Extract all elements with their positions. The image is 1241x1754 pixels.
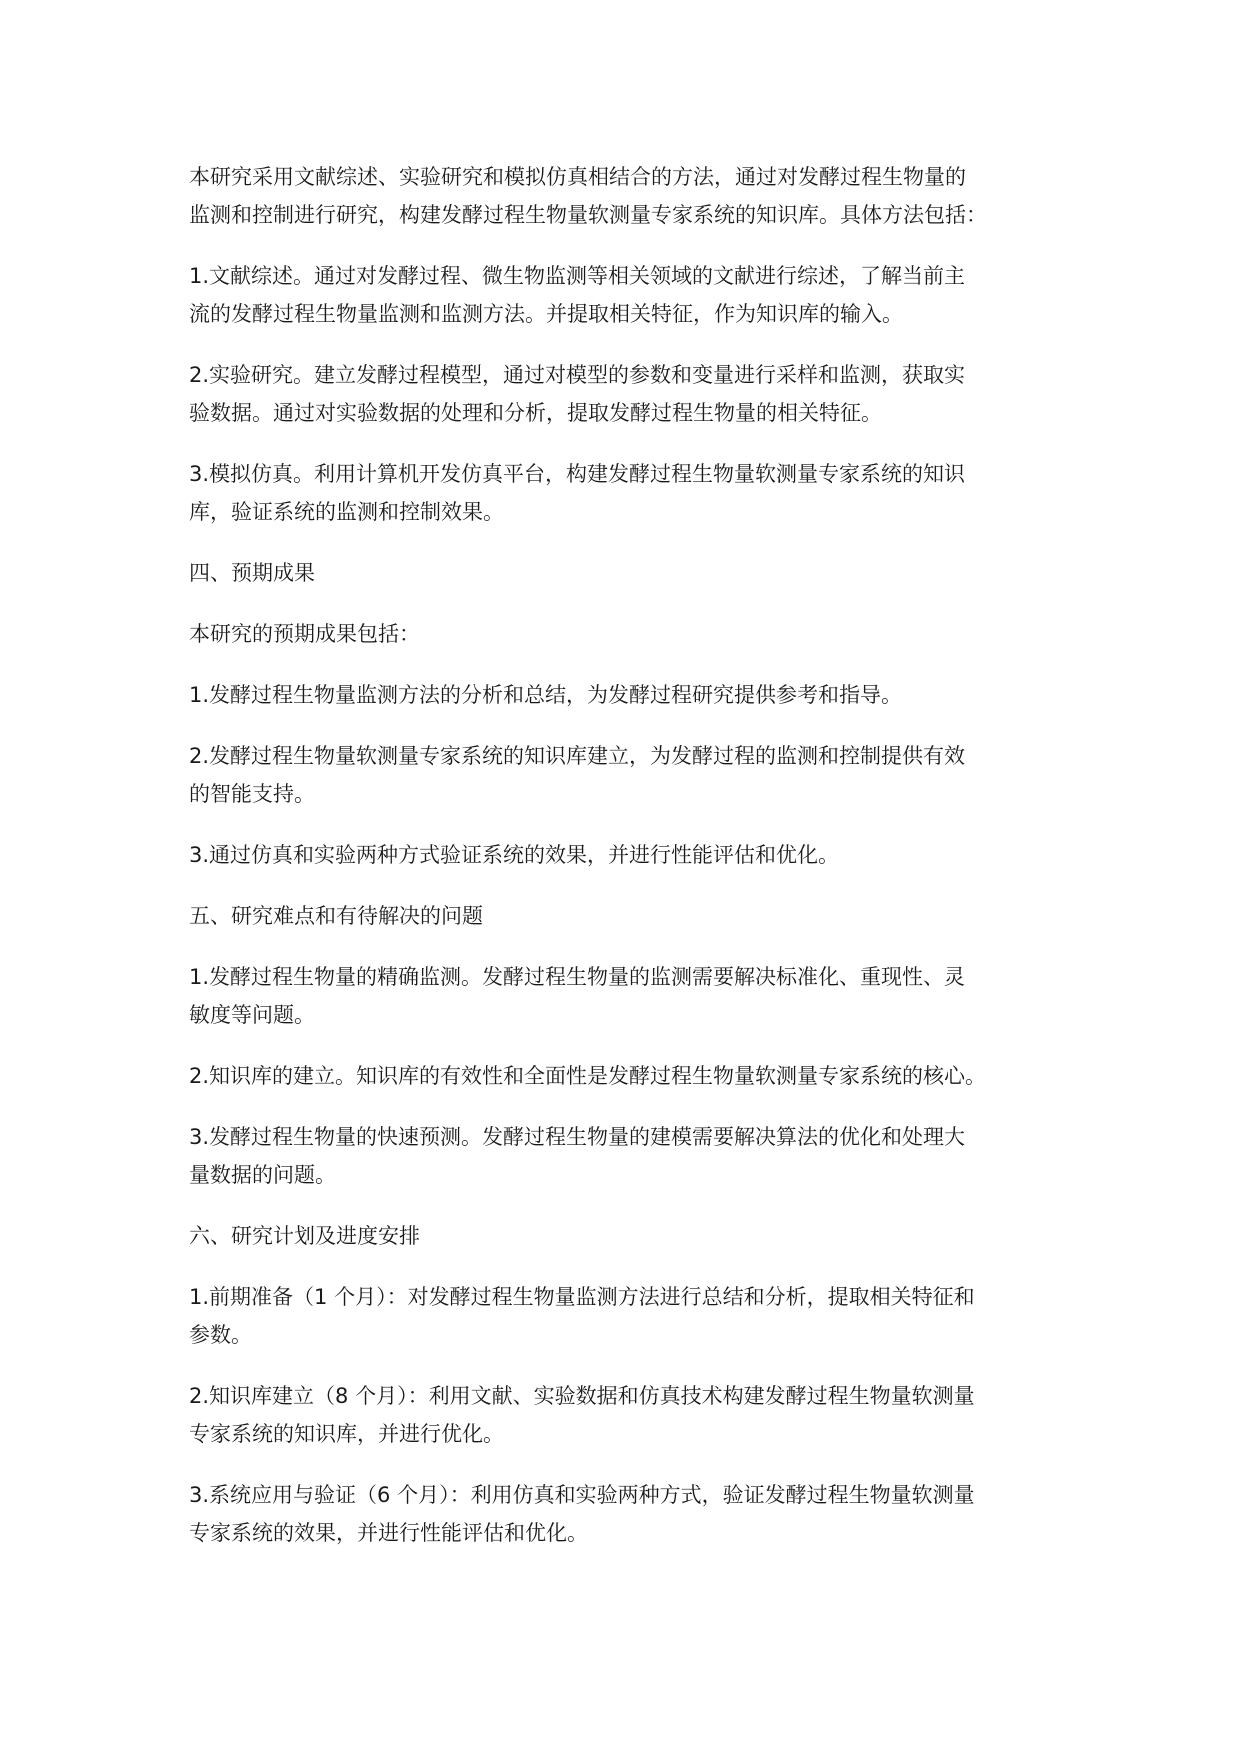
section-heading-expected-results <box>189 554 1089 592</box>
text-line: 参数。 <box>189 1323 252 1347</box>
heading-text: 五、研究难点和有待解决的问题 <box>189 904 483 928</box>
document-body <box>189 158 1089 1575</box>
text-line: 3.通过仿真和实验两种方式验证系统的效果，并进行性能评估和优化。 <box>189 843 840 867</box>
text-line: 本研究的预期成果包括： <box>189 622 420 646</box>
section-heading-difficulties <box>189 897 1089 935</box>
text-line: 2.实验研究。建立发酵过程模型，通过对模型的参数和变量进行采样和监测，获取实 <box>189 363 966 387</box>
paragraph-expected-3 <box>189 836 1089 874</box>
text-line: 本研究采用文献综述、实验研究和模拟仿真相结合的方法，通过对发酵过程生物量的 <box>189 165 966 189</box>
text-line: 库，验证系统的监测和控制效果。 <box>189 500 504 524</box>
paragraph-expected-2 <box>189 737 1089 813</box>
text-line: 专家系统的知识库，并进行优化。 <box>189 1422 504 1446</box>
text-line: 1.文献综述。通过对发酵过程、微生物监测等相关领域的文献进行综述，了解当前主 <box>189 264 966 288</box>
text-line: 量数据的问题。 <box>189 1163 336 1187</box>
text-line: 2.知识库的建立。知识库的有效性和全面性是发酵过程生物量软测量专家系统的核心。 <box>189 1064 987 1088</box>
paragraph-method-experiment <box>189 356 1089 432</box>
paragraph-difficulty-3 <box>189 1118 1089 1194</box>
text-line: 3.模拟仿真。利用计算机开发仿真平台，构建发酵过程生物量软测量专家系统的知识 <box>189 462 966 486</box>
paragraph-expected-intro <box>189 615 1089 653</box>
text-line: 的智能支持。 <box>189 782 315 806</box>
paragraph-difficulty-2 <box>189 1057 1089 1095</box>
paragraph-schedule-1 <box>189 1278 1089 1354</box>
paragraph-method-simulation <box>189 455 1089 531</box>
heading-text: 六、研究计划及进度安排 <box>189 1224 420 1248</box>
paragraph-difficulty-1 <box>189 958 1089 1034</box>
text-line: 流的发酵过程生物量监测和监测方法。并提取相关特征，作为知识库的输入。 <box>189 302 903 326</box>
text-line: 2.发酵过程生物量软测量专家系统的知识库建立，为发酵过程的监测和控制提供有效 <box>189 744 966 768</box>
text-line: 3.发酵过程生物量的快速预测。发酵过程生物量的建模需要解决算法的优化和处理大 <box>189 1125 966 1149</box>
section-heading-schedule <box>189 1217 1089 1255</box>
text-line: 专家系统的效果，并进行性能评估和优化。 <box>189 1521 588 1545</box>
text-line: 2.知识库建立（8 个月）：利用文献、实验数据和仿真技术构建发酵过程生物量软测量 <box>189 1384 975 1408</box>
text-line: 监测和控制进行研究，构建发酵过程生物量软测量专家系统的知识库。具体方法包括： <box>189 203 987 227</box>
paragraph-schedule-3 <box>189 1476 1089 1552</box>
paragraph-method-literature <box>189 257 1089 333</box>
text-line: 1.发酵过程生物量监测方法的分析和总结，为发酵过程研究提供参考和指导。 <box>189 683 903 707</box>
paragraph-schedule-2 <box>189 1377 1089 1453</box>
heading-text: 四、预期成果 <box>189 561 315 585</box>
paragraph-methods-intro <box>189 158 1089 234</box>
text-line: 验数据。通过对实验数据的处理和分析，提取发酵过程生物量的相关特征。 <box>189 401 882 425</box>
text-line: 3.系统应用与验证（6 个月）：利用仿真和实验两种方式，验证发酵过程生物量软测量 <box>189 1483 975 1507</box>
text-line: 1.前期准备（1 个月）：对发酵过程生物量监测方法进行总结和分析，提取相关特征和 <box>189 1285 975 1309</box>
paragraph-expected-1 <box>189 676 1089 714</box>
text-line: 1.发酵过程生物量的精确监测。发酵过程生物量的监测需要解决标准化、重现性、灵 <box>189 965 966 989</box>
text-line: 敏度等问题。 <box>189 1003 315 1027</box>
